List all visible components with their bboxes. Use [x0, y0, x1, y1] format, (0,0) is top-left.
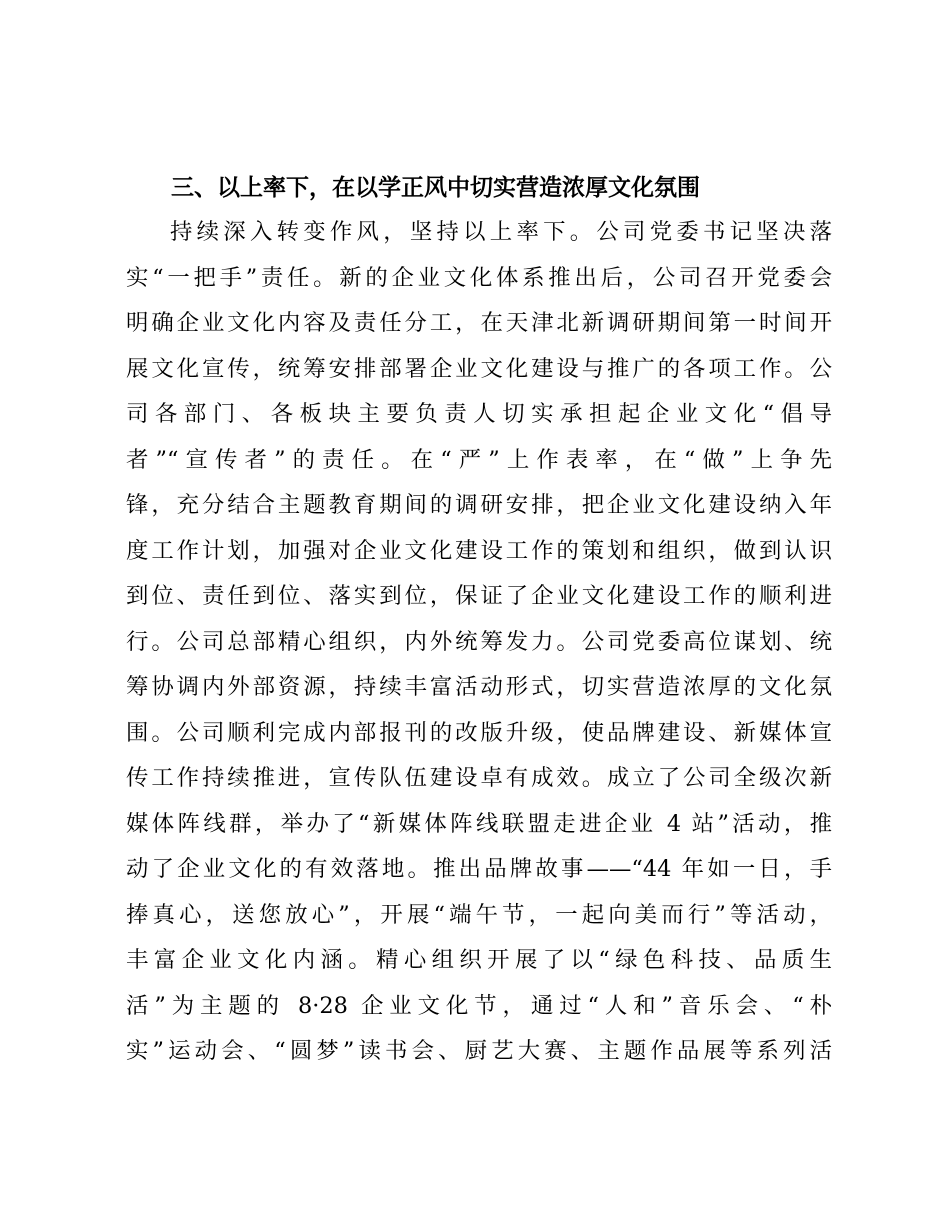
section-heading: 三、以上率下，在以学正风中切实营造浓厚文化氛围 — [171, 175, 700, 201]
paragraph-line: 展文化宣传，统筹安排部署企业文化建设与推广的各项工作。公 — [126, 355, 832, 382]
paragraph-line: 媒体阵线群，举办了“新媒体阵线联盟走进企业 4 站”活动，推 — [126, 810, 832, 837]
paragraph-line: 行。公司总部精心组织，内外统筹发力。公司党委高位谋划、统 — [126, 628, 832, 655]
paragraph-line: 锋，充分结合主题教育期间的调研安排，把企业文化建设纳入年 — [126, 492, 832, 518]
paragraph-line: 明确企业文化内容及责任分工，在天津北新调研期间第一时间开 — [126, 310, 832, 336]
paragraph-line: 实“一把手”责任。新的企业文化体系推出后，公司召开党委会 — [126, 264, 832, 291]
paragraph-line: 捧真心，送您放心”，开展“端午节，一起向美而行”等活动， — [126, 901, 832, 928]
paragraph-line: 度工作计划，加强对企业文化建设工作的策划和组织，做到认识 — [126, 537, 832, 564]
paragraph-line: 活”为主题的 8·28 企业文化节，通过“人和”音乐会、“朴 — [126, 992, 832, 1019]
paragraph-line: 者”“宣传者”的责任。在“严”上作表率，在“做”上争先 — [126, 446, 832, 473]
paragraph-line: 实”运动会、“圆梦”读书会、厨艺大赛、主题作品展等系列活 — [126, 1038, 832, 1064]
paragraph-line: 围。公司顺利完成内部报刊的改版升级，使品牌建设、新媒体宣 — [126, 719, 832, 746]
paragraph-line: 筹协调内外部资源，持续丰富活动形式，切实营造浓厚的文化氛 — [126, 674, 832, 700]
paragraph-line: 动了企业文化的有效落地。推出品牌故事——“44 年如一日，手 — [126, 856, 832, 882]
paragraph-line: 司各部门、各板块主要负责人切实承担起企业文化“倡导 — [126, 401, 832, 427]
paragraph-line: 到位、责任到位、落实到位，保证了企业文化建设工作的顺利进 — [126, 583, 832, 609]
paragraph-line: 持续深入转变作风，坚持以上率下。公司党委书记坚决落 — [170, 219, 832, 245]
body-paragraph — [126, 210, 832, 1075]
paragraph-line: 传工作持续推进，宣传队伍建设卓有成效。成立了公司全级次新 — [126, 765, 832, 791]
paragraph-line: 丰富企业文化内涵。精心组织开展了以“绿色科技、品质生 — [126, 947, 832, 973]
